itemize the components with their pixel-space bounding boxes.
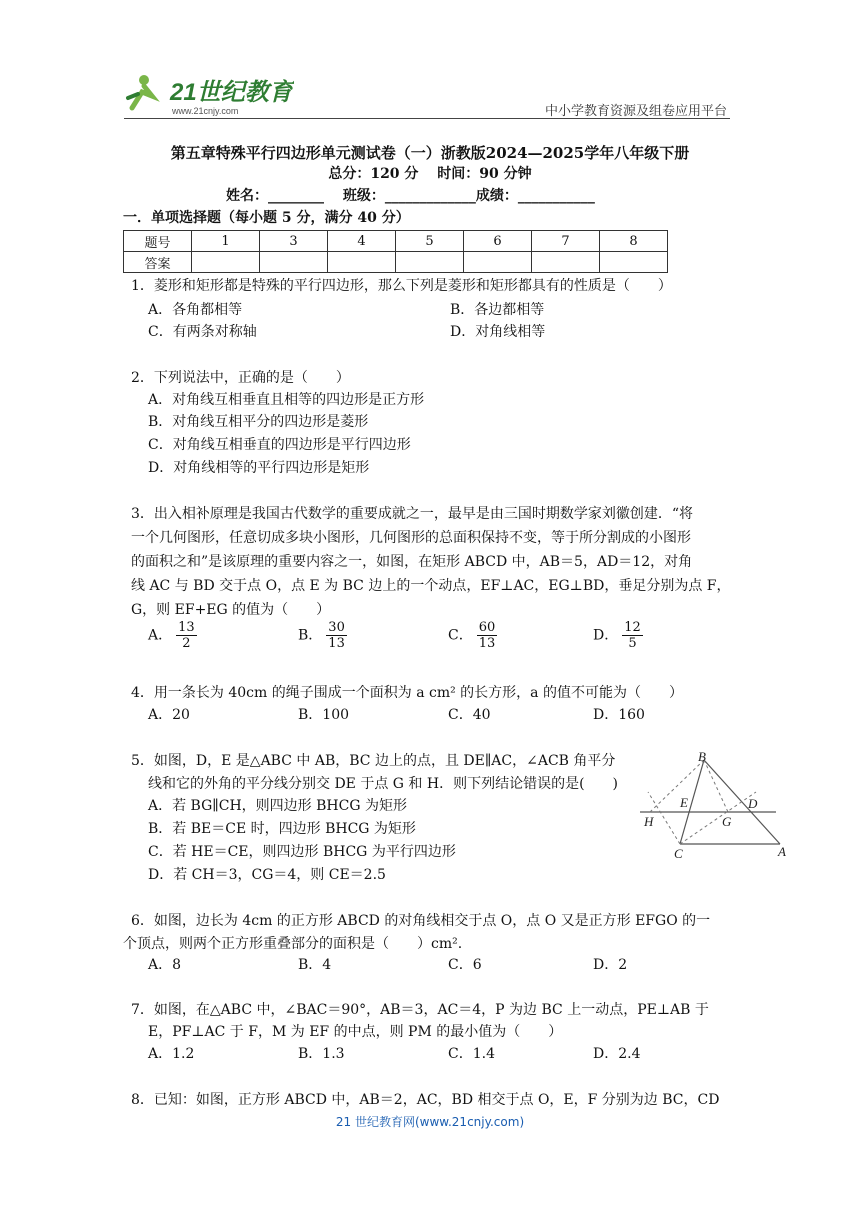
point-label-e: E [680, 795, 688, 810]
table-cell: 7 [532, 231, 600, 252]
question-7-line-1: 7．如图，在△ABC 中，∠BAC＝90°，AB＝3，AC＝4，P 为边 BC 上一动点，PE⊥AB 于 [131, 1002, 709, 1018]
q3-option-b [298, 620, 347, 651]
q2-option-a: A．对角线互相垂直且相等的四边形是正方形 [148, 392, 425, 408]
table-row [124, 231, 668, 252]
header-platform-text: 中小学教育资源及组卷应用平台 [545, 104, 728, 119]
answer-cell[interactable] [260, 252, 328, 273]
header-divider [124, 118, 730, 119]
question-6-line-1: 6．如图，边长为 4cm 的正方形 ABCD 的对角线相交于点 O，点 O 又是正方形 EFGO 的一 [131, 913, 711, 929]
page-title: 第五章特殊平行四边形单元测试卷（一）浙教版2024—2025学年八年级下册 [170, 144, 690, 162]
q1-option-d: D．对角线相等 [450, 324, 546, 340]
q5-geometry-figure [636, 752, 796, 862]
answer-cell[interactable] [192, 252, 260, 273]
numerator: 30 [328, 620, 345, 635]
point-label-a: A [778, 844, 786, 859]
q4-option-a: A．20 [148, 707, 190, 723]
fraction [176, 620, 197, 651]
fraction [326, 620, 347, 651]
runner-icon [128, 75, 152, 108]
table-header-cell: 答案 [124, 252, 192, 273]
q7-option-a: A．1.2 [148, 1046, 195, 1062]
q1-option-a: A．各角都相等 [148, 302, 243, 318]
question-3-line-2: 一个几何图形，任意切成多块小图形，几何图形的总面积保持不变，等于所分割成的小图形 [131, 530, 691, 546]
point-label-h: H [644, 814, 654, 829]
q7-option-c: C．1.4 [448, 1046, 495, 1062]
option-label: B． [298, 627, 323, 644]
answer-cell[interactable] [464, 252, 532, 273]
q6-option-d: D．2 [593, 957, 628, 973]
numerator: 60 [478, 620, 496, 635]
answer-cell[interactable] [532, 252, 600, 273]
table-cell: 4 [328, 231, 396, 252]
table-row [124, 252, 668, 273]
fraction [477, 620, 498, 651]
question-3-line-4: 线 AC 与 BD 交于点 O，点 E 为 BC 边上的一个动点，EF⊥AC，EG⊥BD，垂足分别为点 F， [131, 578, 731, 594]
q5-option-d: D．若 CH＝3，CG＝4，则 CE＝2.5 [148, 867, 386, 883]
table-cell: 8 [600, 231, 668, 252]
q3-option-c [448, 620, 497, 651]
q6-option-c: C．6 [448, 957, 482, 973]
denominator: 13 [478, 636, 496, 651]
option-label: A． [148, 627, 173, 644]
question-4-stem: 4．用一条长为 40cm 的绳子围成一个面积为 a cm² 的长方形，a 的值不可能为（ ） [131, 685, 683, 701]
logo [124, 70, 294, 118]
q4-option-d: D．160 [593, 707, 645, 723]
q4-option-c: C．40 [448, 707, 491, 723]
table-cell: 3 [260, 231, 328, 252]
q7-option-d: D．2.4 [593, 1046, 641, 1062]
q2-option-d: D．对角线相等的平行四边形是矩形 [148, 460, 370, 476]
question-1-stem: 1．菱形和矩形都是特殊的平行四边形，那么下列是菱形和矩形都具有的性质是（ ） [131, 278, 672, 294]
table-cell: 6 [464, 231, 532, 252]
question-3-line-1: 3．出入相补原理是我国古代数学的重要成就之一，最早是由三国时期数学家刘徽创建．“将 [131, 506, 694, 522]
table-cell: 1 [192, 231, 260, 252]
point-label-b: B [698, 752, 706, 764]
q2-option-b: B．对角线互相平分的四边形是菱形 [148, 414, 369, 430]
table-cell: 5 [396, 231, 464, 252]
denominator: 5 [628, 636, 637, 651]
q7-option-b: B．1.3 [298, 1046, 345, 1062]
answer-table [123, 230, 668, 273]
question-2-stem: 2．下列说法中，正确的是（ ） [131, 370, 350, 386]
q5-option-a: A．若 BG∥CH，则四边形 BHCG 为矩形 [148, 798, 407, 814]
q3-option-a [148, 620, 197, 651]
answer-cell[interactable] [328, 252, 396, 273]
q5-option-c: C．若 HE＝CE，则四边形 BHCG 为平行四边形 [148, 844, 456, 860]
q1-option-b: B．各边都相等 [450, 302, 545, 318]
q4-option-b: B．100 [298, 707, 350, 723]
question-6-line-2: 个顶点，则两个正方形重叠部分的面积是（ ）cm². [123, 936, 463, 952]
numerator: 12 [624, 620, 641, 635]
option-label: C． [448, 627, 473, 644]
answer-cell[interactable] [600, 252, 668, 273]
point-label-d: D [748, 796, 758, 811]
q3-option-d [593, 620, 643, 651]
svg-text:www.21cnjy.com: www.21cnjy.com [172, 106, 239, 116]
answer-cell[interactable] [396, 252, 464, 273]
page-footer: 21 世纪教育网(www.21cnjy.com) [335, 1115, 525, 1129]
point-label-g: G [722, 814, 732, 829]
q6-option-b: B．4 [298, 957, 332, 973]
point-label-c: C [674, 846, 683, 861]
q1-option-c: C．有两条对称轴 [148, 324, 257, 340]
question-5-line-2: 线和它的外角的平分线分别交 DE 于点 G 和 H．则下列结论错误的是( ) [148, 776, 619, 792]
table-header-cell: 题号 [124, 231, 192, 252]
question-7-line-2: E，PF⊥AC 于 F，M 为 EF 的中点，则 PM 的最小值为（ ） [148, 1024, 563, 1040]
question-3-line-5: G，则 EF+EG 的值为（ ） [131, 602, 331, 618]
exam-meta: 总分：120 分 时间：90 分钟 [328, 166, 532, 182]
q5-option-b: B．若 BE＝CE 时，四边形 BHCG 为矩形 [148, 821, 416, 837]
svg-text:21世纪教育: 21世纪教育 [170, 79, 293, 106]
question-3-line-3: 的面积之和”是该原理的重要内容之一，如图，在矩形 ABCD 中，AB＝5，AD＝12，对角 [131, 554, 693, 570]
fraction [622, 620, 643, 651]
section-heading: 一．单项选择题（每小题 5 分，满分 40 分） [123, 210, 410, 226]
option-label: D． [593, 627, 619, 644]
denominator: 2 [182, 636, 191, 651]
q2-option-c: C．对角线互相垂直的四边形是平行四边形 [148, 437, 411, 453]
student-info-line: 姓名：________ 班级：_____________成绩：___________ [226, 188, 595, 204]
q6-option-a: A．8 [148, 957, 182, 973]
numerator: 13 [178, 620, 195, 635]
denominator: 13 [328, 636, 345, 651]
question-5-line-1: 5．如图，D，E 是△ABC 中 AB，BC 边上的点，且 DE∥AC，∠ACB 角平分 [131, 753, 616, 769]
question-8-line-1: 8．已知：如图，正方形 ABCD 中，AB＝2，AC，BD 相交于点 O，E，F 分别为边 BC，CD [131, 1092, 720, 1108]
